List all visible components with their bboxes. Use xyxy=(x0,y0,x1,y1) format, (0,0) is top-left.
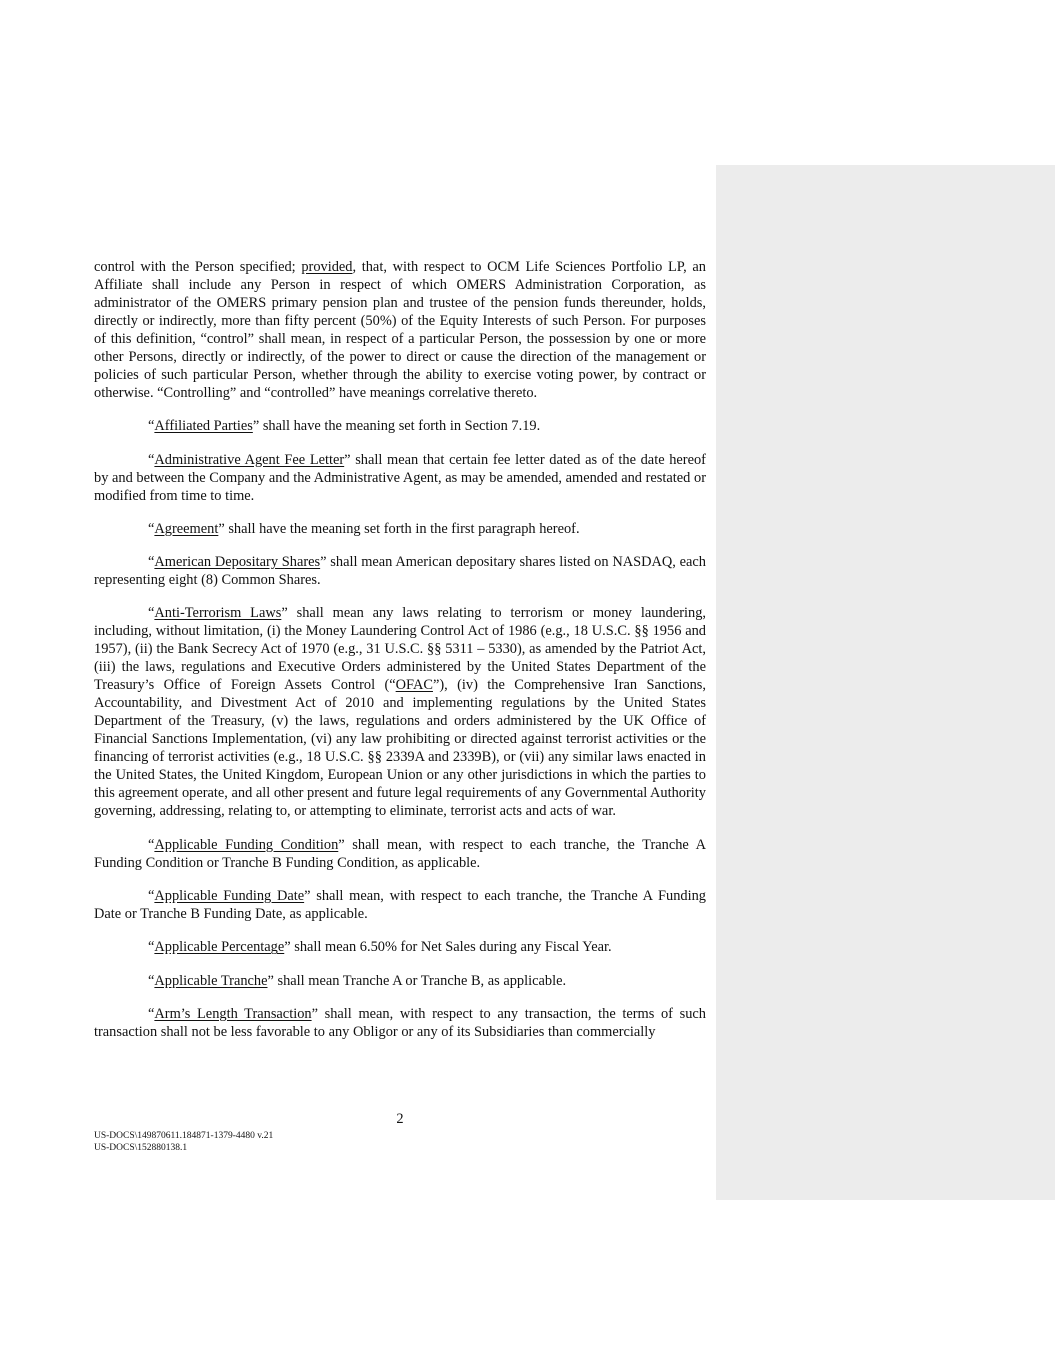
document-id: US-DOCS\149870611.184871-1379-4480 v.21 xyxy=(94,1131,274,1141)
defined-term: American Depositary Shares xyxy=(154,554,321,571)
defined-term: Applicable Funding Date xyxy=(154,888,305,905)
comment-pane xyxy=(716,165,1055,1200)
definition-administrative-agent-fee-letter: “Administrative Agent Fee Letter” shall mean that certain fee letter dated as of the date hereof by and between the Company and the Administrative Agent, as may be amended, amended and restated or modified from time to time. xyxy=(94,451,706,504)
definition-applicable-funding-date: “Applicable Funding Date” shall mean, with respect to each tranche, the Tranche A Funding Date or Tranche B Funding Date, as applicable. xyxy=(94,888,706,923)
defined-term: Agreement xyxy=(154,520,219,537)
document-body xyxy=(94,258,706,1056)
defined-term: Arm’s Length Transaction xyxy=(154,1005,312,1022)
defined-term: Anti-Terrorism Laws xyxy=(154,605,282,622)
document-id: US-DOCS\152880138.1 xyxy=(94,1143,188,1153)
definition-applicable-percentage: “Applicable Percentage” shall mean 6.50% for Net Sales during any Fiscal Year. xyxy=(148,939,612,956)
definition-anti-terrorism-laws: “Anti-Terrorism Laws” shall mean any laws relating to terrorism or money laundering, including, without limitation, (i) the Money Laundering Control Act of 1986 (e.g., 18 U.S.C. §§ 1956 and 1957), (ii) the Bank Secrecy Act of 1970 (e.g., 31 U.S.C. §§ 5311 – 5330), as amended by the Patriot Act, (iii) the laws, regulations and Executive Orders administered by the United States Department of the Treasury’s Office of Foreign Assets Control (“OFAC”), (iv) the Comprehensive Iran Sanctions, Accountability, and Divestment Act of 2010 and implementing regulations by the United States Department of the Treasury, (v) the laws, regulations and orders administered by the UK Office of Financial Sanctions Implementation, (vi) any law prohibiting or directed against terrorist activities or the financing of terrorist activities (e.g., 18 U.S.C. §§ 2339A and 2339B), or (vii) any similar laws enacted in the United States, the United Kingdom, European Union or any other jurisdictions in which the parties to this agreement operate, and all other present and future legal requirements of any Governmental Authority governing, addressing, relating to, or attempting to eliminate, terrorist acts and acts of war. xyxy=(94,605,707,820)
definition-affiliated-parties: “Affiliated Parties” shall have the meaning set forth in Section 7.19. xyxy=(148,418,541,435)
definition-american-depositary-shares: “American Depositary Shares” shall mean American depositary shares listed on NASDAQ, each representing eight (8) Common Shares. xyxy=(94,554,706,589)
page-number: 2 xyxy=(396,1111,404,1127)
defined-term-provided: provided xyxy=(301,259,353,275)
defined-term: Affiliated Parties xyxy=(154,418,253,435)
defined-term: Applicable Funding Condition xyxy=(154,836,339,853)
defined-term-ofac: OFAC xyxy=(395,677,433,694)
paragraph-affiliate-continued: control with the Person specified; provided, that, with respect to OCM Life Sciences Portfolio LP, an Affiliate shall include any Person in respect of which OMERS Administration Corporation, as administrator of the OMERS primary pension plan and trustee of the pension funds thereunder, holds, directly or indirectly, more than fifty percent (50%) of the Equity Interests of such Person. For purposes of this definition, “control” shall mean, in respect of a particular Person, the possession by one or more other Persons, directly or indirectly, of the power to direct or cause the direction of the management or policies of such particular Person, whether through the ability to exercise voting power, by contract or otherwise. “Controlling” and “controlled” have meanings correlative thereto. xyxy=(94,259,706,401)
defined-term: Administrative Agent Fee Letter xyxy=(154,451,345,468)
definition-arms-length-transaction: “Arm’s Length Transaction” shall mean, with respect to any transaction, the terms of such transaction shall not be less favorable to any Obligor or any of its Subsidiaries than commercially xyxy=(94,1005,707,1040)
document-identifiers xyxy=(94,1130,273,1154)
definition-applicable-tranche: “Applicable Tranche” shall mean Tranche A or Tranche B, as applicable. xyxy=(148,972,567,989)
defined-term: Applicable Tranche xyxy=(154,972,268,989)
definition-agreement: “Agreement” shall have the meaning set forth in the first paragraph hereof. xyxy=(148,520,580,537)
definition-applicable-funding-condition: “Applicable Funding Condition” shall mean, with respect to each tranche, the Tranche A Funding Condition or Tranche B Funding Condition, as applicable. xyxy=(94,836,706,871)
defined-term: Applicable Percentage xyxy=(154,939,285,956)
